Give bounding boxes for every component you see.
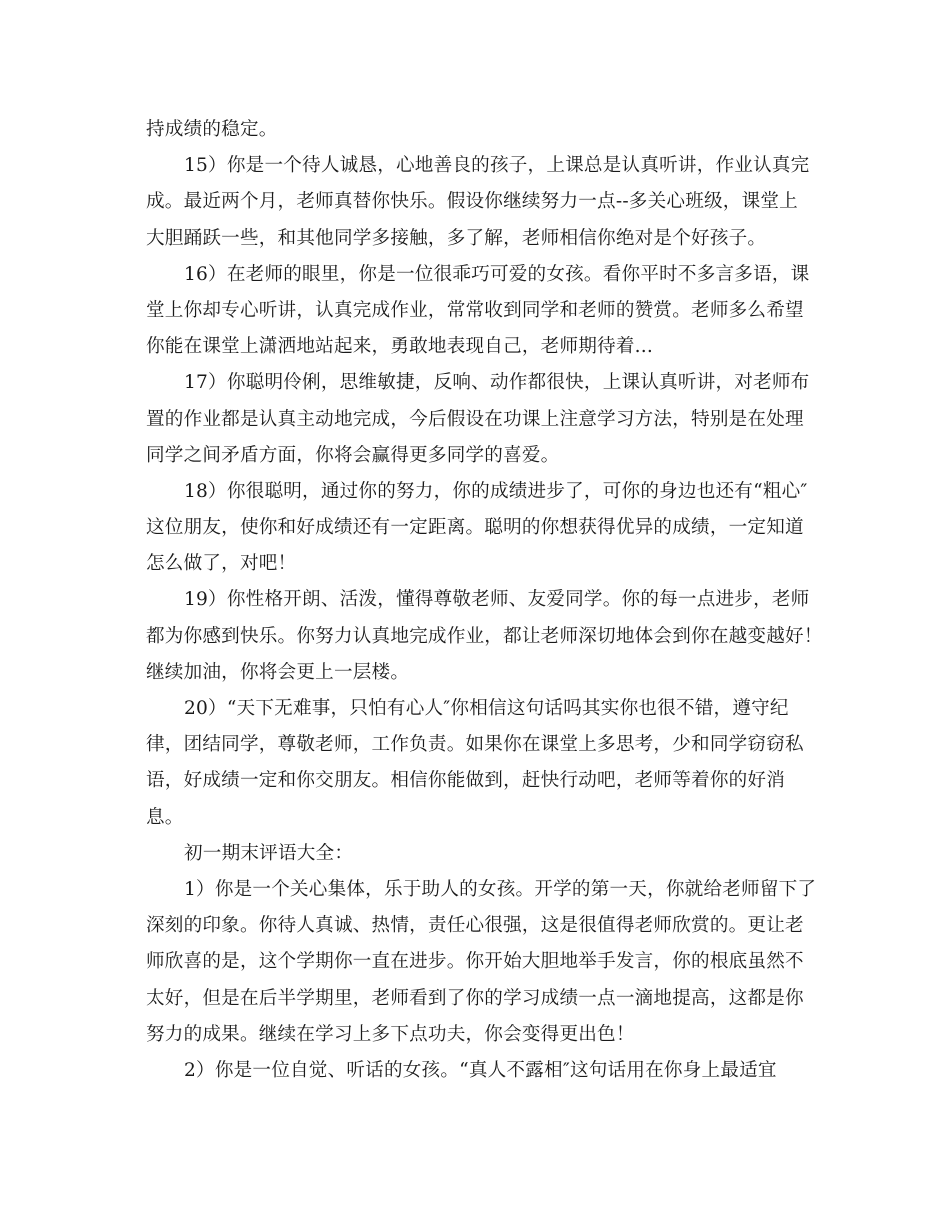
text-line: 15）你是一个待人诚恳，心地善良的孩子，上课总是认真听讲，作业认真完 <box>184 155 810 177</box>
text-line: 1）你是一个关心集体，乐于助人的女孩。开学的第一天，你就给老师留下了 <box>184 878 817 900</box>
text-line: 这位朋友，使你和好成绩还有一定距离。聪明的你想获得优异的成绩，一定知道 <box>146 517 804 539</box>
text-line: 同学之间矛盾方面，你将会赢得更多同学的喜爱。 <box>146 444 560 466</box>
text-line: 深刻的印象。你待人真诚、热情，责任心很强，这是很值得老师欣赏的。更让老 <box>146 915 804 937</box>
text-line: 律，团结同学，尊敬老师，工作负责。如果你在课堂上多思考，少和同学窃窃私 <box>146 734 804 756</box>
text-line: 初一期末评语大全： <box>184 842 354 864</box>
text-line: 堂上你却专心听讲，认真完成作业，常常收到同学和老师的赞赏。老师多么希望 <box>146 299 804 321</box>
text-line: 太好，但是在后半学期里，老师看到了你的学习成绩一点一滴地提高，这都是你 <box>146 987 804 1009</box>
text-line: 你能在课堂上潇洒地站起来，勇敢地表现自己，老师期待着... <box>146 336 653 358</box>
text-line: 18）你很聪明，通过你的努力，你的成绩进步了，可你的身边也还有“粗心″ <box>184 480 808 502</box>
text-line: 语，好成绩一定和你交朋友。相信你能做到，赶快行动吧，老师等着你的好消 <box>146 770 785 792</box>
document-body <box>146 112 823 1089</box>
text-line: 16）在老师的眼里，你是一位很乖巧可爱的女孩。看你平时不多言多语，课 <box>184 263 810 285</box>
text-line: 20）“天下无难事，只怕有心人″你相信这句话吗其实你也很不错，遵守纪 <box>184 698 789 719</box>
text-line: 2）你是一位自觉、听话的女孩。“真人不露相″这句话用在你身上最适宜 <box>184 1059 777 1081</box>
text-line: 继续加油，你将会更上一层楼。 <box>146 661 410 683</box>
text-line: 19）你性格开朗、活泼，懂得尊敬老师、友爱同学。你的每一点进步，老师 <box>184 589 810 611</box>
text-line: 持成绩的稳定。 <box>146 119 278 140</box>
text-line: 置的作业都是认真主动地完成，今后假设在功课上注意学习方法，特别是在处理 <box>146 408 804 430</box>
text-line: 都为你感到快乐。你努力认真地完成作业，都让老师深切地体会到你在越变越好！ <box>146 625 823 647</box>
text-line: 息。 <box>146 806 184 828</box>
text-line: 成。最近两个月，老师真替你快乐。假设你继续努力一点--多关心班级，课堂上 <box>146 191 798 213</box>
text-line: 努力的成果。继续在学习上多下点功夫，你会变得更出色！ <box>146 1023 635 1045</box>
text-line: 17）你聪明伶俐，思维敏捷，反响、动作都很快，上课认真听讲，对老师布 <box>184 372 810 394</box>
text-line: 怎么做了，对吧！ <box>146 553 297 575</box>
text-line: 师欣喜的是，这个学期你一直在进步。你开始大胆地举手发言，你的根底虽然不 <box>146 951 804 973</box>
text-line: 大胆踊跃一些，和其他同学多接触，多了解，老师相信你绝对是个好孩子。 <box>146 227 767 249</box>
